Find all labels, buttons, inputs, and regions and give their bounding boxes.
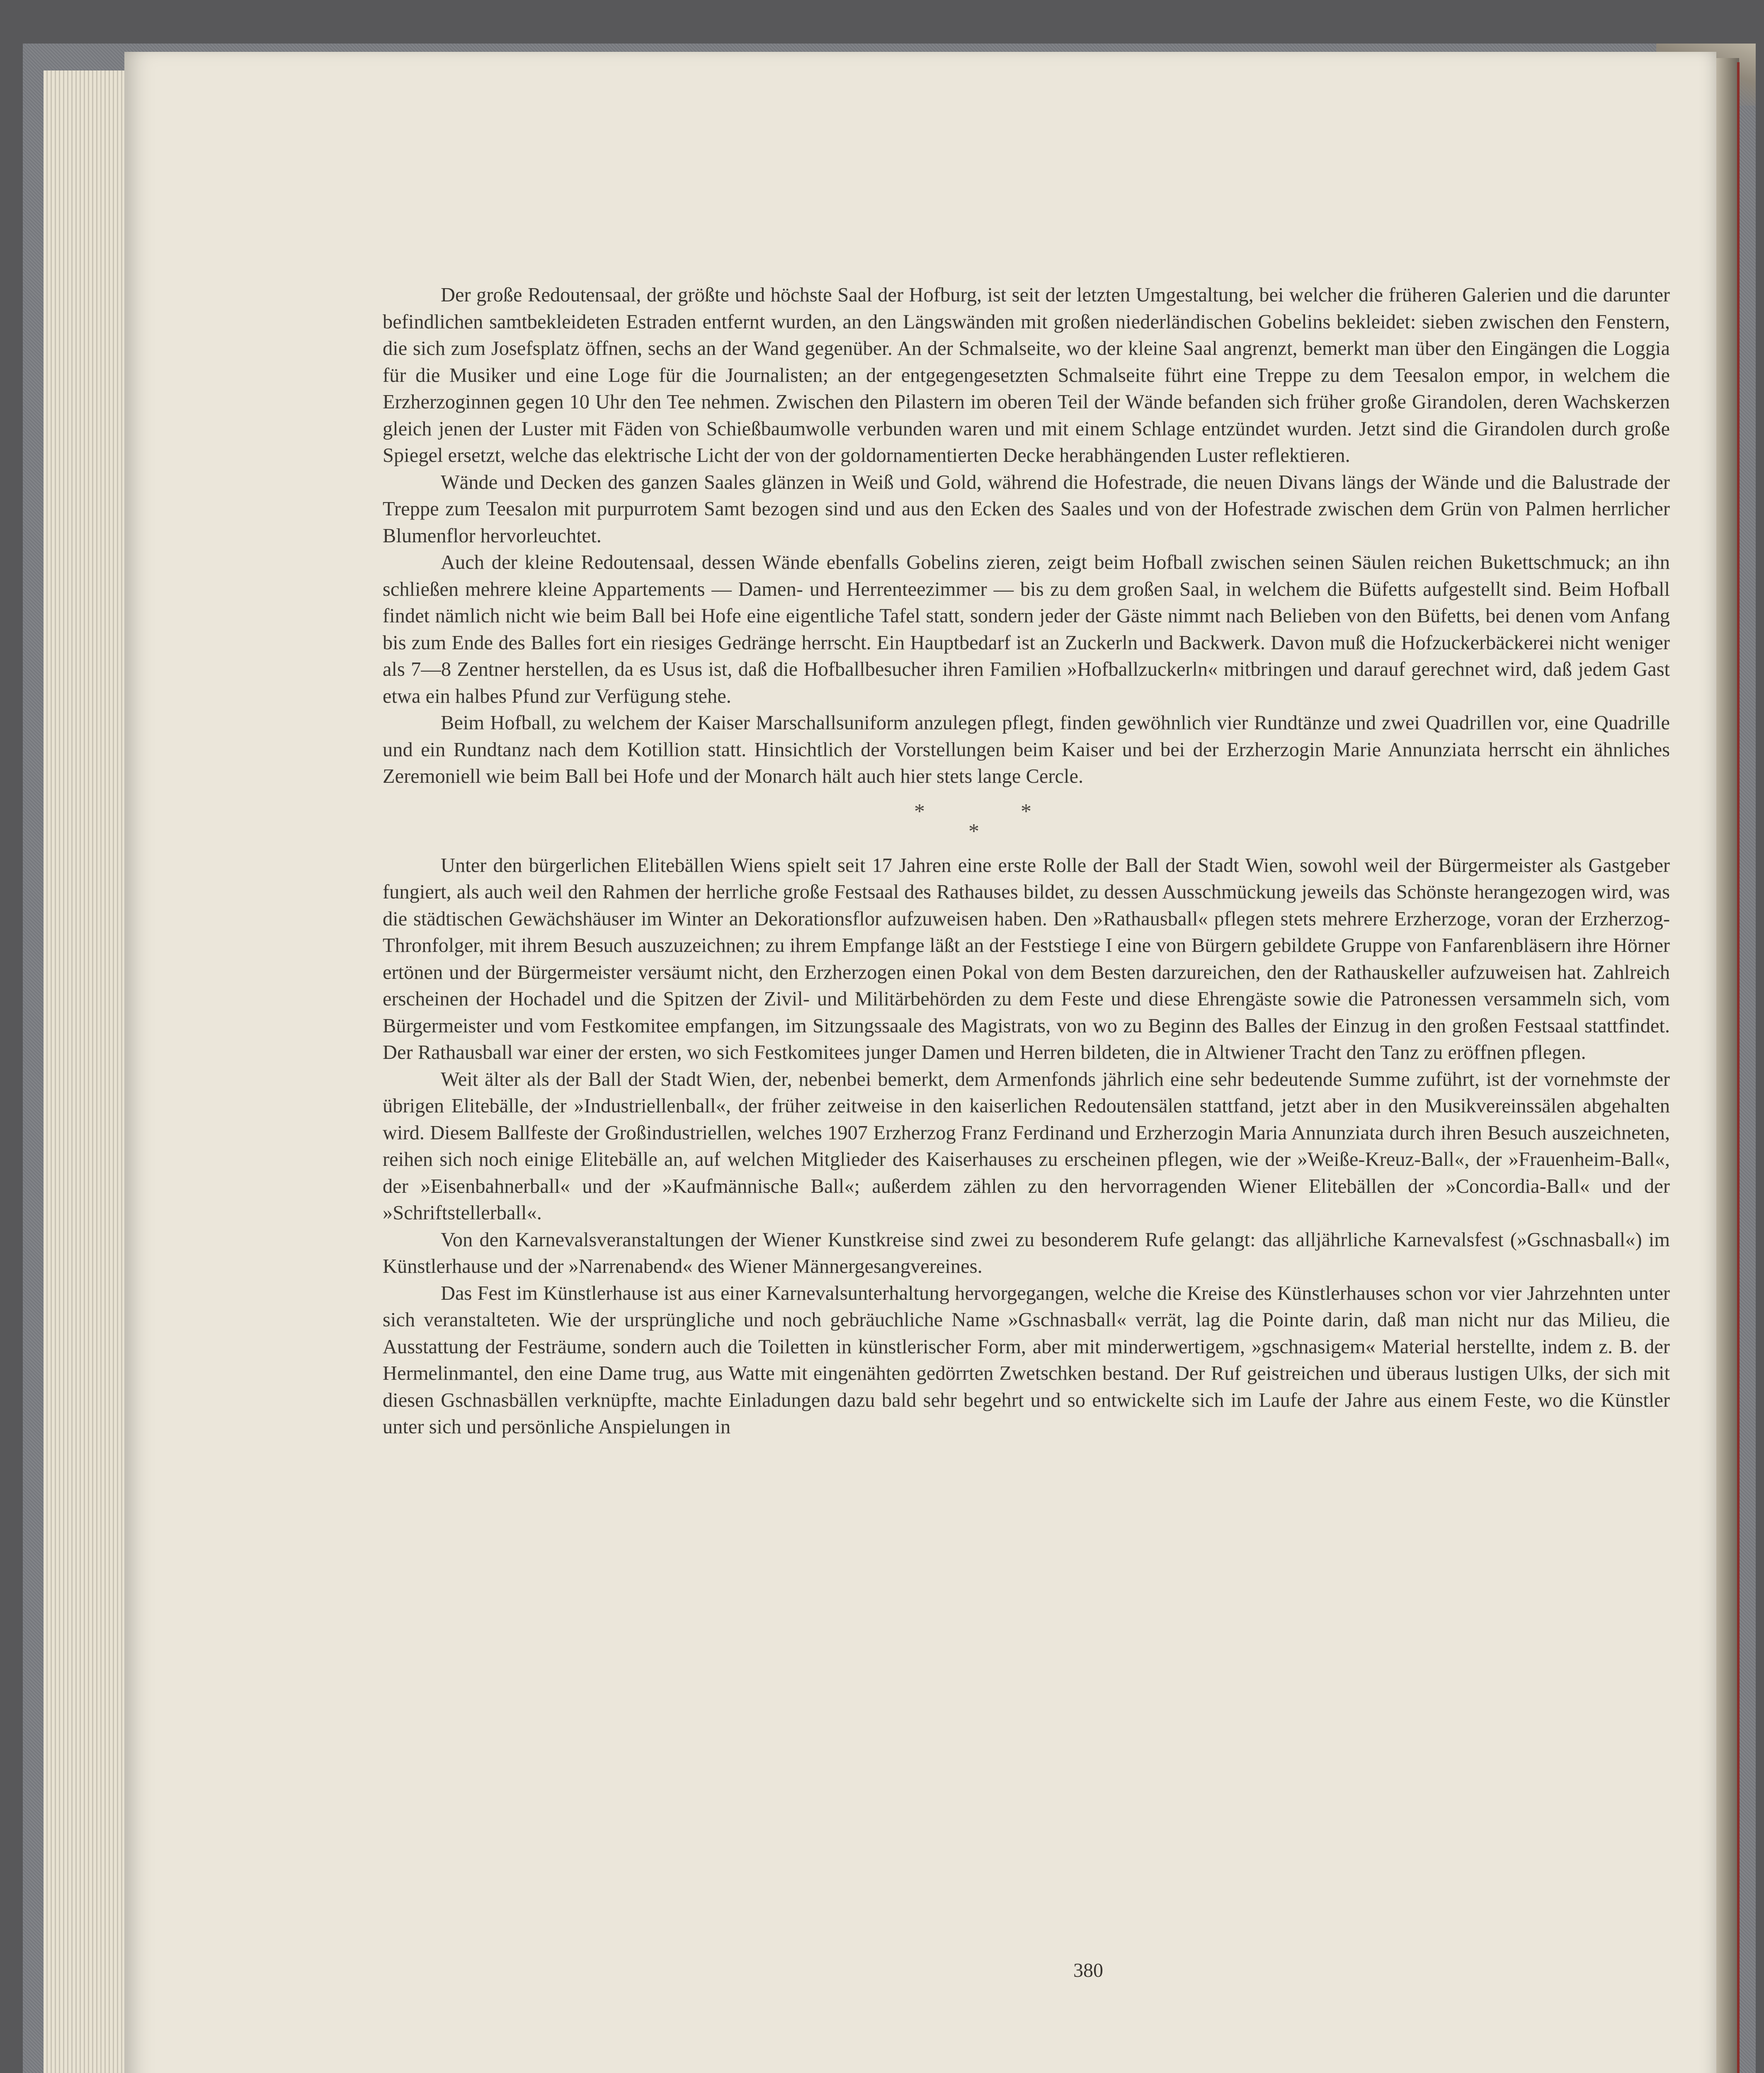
paragraph: Auch der kleine Redoutensaal, dessen Wände ebenfalls Gobelins zieren, zeigt beim Hofball zwischen seinen Säulen reichen Bukettschmuck; an ihn schließen mehrere kleine Appartements — Damen- und Herrenteezimmer — bis zu dem großen Saal, in welchem die Büfetts aufgestellt sind. Beim Hofball findet nämlich nicht wie beim Ball bei Hofe eine eigentliche Tafel statt, sondern jeder der Gäste nimmt nach Belieben von den Büfetts, bei denen vom Anfang bis zum Ende des Balles fort ein riesiges Gedränge herrscht. Ein Hauptbedarf ist an Zuckerln und Backwerk. Davon muß die Hofzuckerbäckerei nicht weniger als 7—8 Zentner herstellen, da es Usus ist, daß die Hofballbesucher ihren Familien »Hofballzuckerln« mitbringen und darauf gerechnet wird, daß jedem Gast etwa ein halbes Pfund zur Verfügung stehe. — [383, 551, 1670, 707]
paragraph: Weit älter als der Ball der Stadt Wien, der, nebenbei bemerkt, dem Armenfonds jährlich eine sehr bedeutende Summe zuführt, ist der vornehmste der übrigen Elitebälle, der »Industriellenball«, der früher zeitweise in den kaiserlichen Redoutensälen stattfand, jetzt aber in den Musikvereinssälen abgehalten wird. Diesem Ballfeste der Großindustriellen, welches 1907 Erzherzog Franz Ferdinand und Erzherzogin Maria Annunziata durch ihren Besuch auszeichneten, reihen sich noch einige Elitebälle an, auf welchen Mitglieder des Kaiserhauses zu erscheinen pflegen, wie der »Weiße-Kreuz-Ball«, der »Frauenheim-Ball«, der »Eisenbahnerball« und der »Kaufmännische Ball«; außerdem zählen zu den hervorragenden Wiener Elitebällen der »Concordia-Ball« und der »Schriftstellerball«. — [383, 1068, 1670, 1224]
paragraph: Von den Karnevalsveranstaltungen der Wiener Kunstkreise sind zwei zu besonderem Rufe gelangt: das alljährliche Karnevalsfest (»Gschnasball«) im Künstlerhause und der »Narrenabend« des Wiener Männergesangvereines. — [383, 1228, 1670, 1277]
page-number: 380 — [1073, 1959, 1103, 1981]
paragraph: Der große Redoutensaal, der größte und höchste Saal der Hofburg, ist seit der letzten Umgestaltung, bei welcher die früheren Galerien und die darunter befindlichen samtbekleideten Estraden entfernt wurden, an den Längswänden mit großen niederländischen Gobelins bekleidet: sieben zwischen den Fenstern, die sich zum Josefsplatz öffnen, sechs an der Wand gegenüber. An der Schmalseite, wo der kleine Saal angrenzt, bemerkt man über den Eingängen die Loggia für die Musiker und eine Loge für die Journalisten; an der entgegengesetzten Schmalseite führt eine Treppe zu dem Teesalon empor, in welchem die Erzherzoginnen gegen 10 Uhr den Tee nehmen. Zwischen den Pilastern im oberen Teil der Wände befanden sich früher große Girandolen, deren Wachskerzen gleich jenen der Luster mit Fäden von Schießbaumwolle verbunden waren und mit einem Schlage entzündet wurden. Jetzt sind die Girandolen durch große Spiegel ersetzt, welche das elektrische Licht der von der goldornamentierten Decke herabhängenden Luster reflektieren. — [383, 284, 1670, 466]
page-stack-right — [1714, 58, 1739, 2073]
paragraph: Beim Hofball, zu welchem der Kaiser Marschallsuniform anzulegen pflegt, finden gewöhnlich vier Rundtänze und zwei Quadrillen vor, eine Quadrille und ein Rundtanz nach dem Kotillion statt. Hinsichtlich der Vorstellungen beim Kaiser und bei der Erzherzogin Marie Annunziata herrscht ein ähnliches Zeremoniell wie beim Ball bei Hofe und der Monarch hält auch hier stets lange Cercle. — [383, 712, 1670, 787]
asterisk: * — [1021, 799, 1031, 823]
asterisk: * — [968, 819, 979, 843]
page-stack-left — [44, 70, 133, 2073]
paragraph: Das Fest im Künstlerhause ist aus einer Karnevalsunterhaltung hervorgegangen, welche die Kreise des Künstlerhauses schon vor vier Jahrzehnten unter sich veranstalteten. Wie der ursprüngliche und noch gebräuchliche Name »Gschnasball« verrät, lag die Pointe darin, daß man nicht nur das Milieu, die Ausstattung der Festräume, sondern auch die Toiletten in künstlerischer Form, aber mit minderwertigem, »gschnasigem« Material herstellte, indem z. B. der Hermelinmantel, den eine Dame trug, aus Watte mit eingenähten gedörrten Zwetschken bestand. Der Ruf geistreichen und überaus lustigen Ulks, der sich mit diesen Gschnasbällen verknüpfte, machte Einladungen dazu bald sehr begehrt und so entwickelte sich im Laufe der Jahre aus einem Feste, wo die Künstler unter sich und persönliche Anspielungen in — [383, 1282, 1670, 1438]
section-separator — [383, 790, 1670, 852]
book-page — [124, 52, 1716, 2073]
red-edge-stripe — [1737, 62, 1740, 2073]
paragraph: Wände und Decken des ganzen Saales glänzen in Weiß und Gold, während die Hofestrade, die neuen Divans längs der Wände und die Balustrade der Treppe zum Teesalon mit purpurrotem Samt bezogen sind und aus den Ecken des Saales und von der Hofestrade zwischen dem Grün von Palmen herrlicher Blumenflor hervorleuchtet. — [383, 471, 1670, 547]
paragraph: Unter den bürgerlichen Elitebällen Wiens spielt seit 17 Jahren eine erste Rolle der Ball der Stadt Wien, sowohl weil der Bürgermeister als Gastgeber fungiert, als auch weil den Rahmen der herrliche große Festsaal des Rathauses bildet, zu dessen Ausschmückung jeweils das Schönste herangezogen wird, was die städtischen Gewächshäuser im Winter an Dekorationsflor aufzuweisen haben. Den »Rathausball« pflegen stets mehrere Erzherzoge, voran der Erzherzog-Thronfolger, mit ihrem Besuch auszuzeichnen; zu ihrem Empfange läßt an der Feststiege I eine von Bürgern gebildete Gruppe von Fanfarenbläsern ihre Hörner ertönen und der Bürgermeister versäumt nicht, den Erzherzogen einen Pokal von dem Besten darzureichen, den der Rathauskeller aufzuweisen hat. Zahlreich erscheinen der Hochadel und die Spitzen der Zivil- und Militärbehörden zu dem Feste und diese Ehrengäste sowie die Patronessen versammeln sich, vom Bürgermeister und vom Festkomitee empfangen, im Sitzungssaale des Magistrats, von wo zu Beginn des Balles der Einzug in den großen Festsaal stattfindet. Der Rathausball war einer der ersten, wo sich Festkomitees junger Damen und Herren bildeten, die in Altwiener Tracht den Tanz zu eröffnen pflegen. — [383, 854, 1670, 1063]
body-text — [383, 282, 1670, 1441]
asterisk: * — [914, 799, 925, 823]
